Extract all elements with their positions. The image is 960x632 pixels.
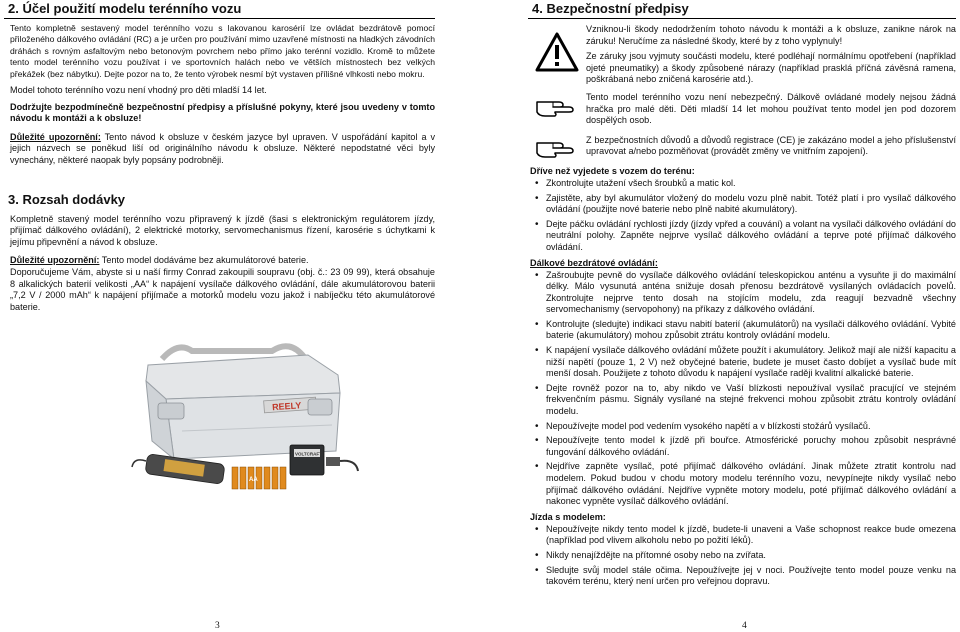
list-item: • Nepoužívejte tento model k jízdě při bouřce. Atmosférické poruchy mohou způsobit nesprávné fungování dálkového ovládání. (546, 435, 956, 458)
warranty-exclusion: Ze záruky jsou vyjmuty součásti modelu, které podléhají normálnímu opotřebení (například ojeté pneumatiky) a škody způsobené nárazy (například prasklá příčná závěsná ramena, poškrábaná nebo zničená karosérie atd.). (586, 51, 956, 85)
pointing-hand-icon (535, 135, 579, 161)
ce-block (528, 135, 956, 162)
safety-reminder: Dodržujte bezpodmínečně bezpečnostní předpisy a příslušné pokyny, které jsou uvedeny v tomto návodu k montáži a k obsluze! (10, 101, 435, 124)
before-driving-title: Dříve než vyjedete s vozem do terénu: (530, 165, 695, 176)
age-notice: Model tohoto terénního vozu není vhodný pro děti mladší 14 let. (10, 85, 267, 96)
list-item: • Zašroubujte pevně do vysílače dálkového ovládání teleskopickou anténu a vysuňte ji do maximální délky. Málo vysunutá anténa snižuje dosah přenosu bezdrátově vysílaných ovládacích povelů. Zkontrolujte nejprve tento dosah na stojícím modelu, zda reagují bezvadně všechny servomechanismy (servopohony) na příkazy z dálkového ovládání. (546, 270, 956, 316)
recommendation-paragraph: Doporučujeme Vám, abyste si u naší firmy Conrad zakoupili soupravu (obj. č.: 23 09 99), která obsahuje 8 alkalických baterií velikosti „AA“ k napájení vysílače dálkového ovládání, dále akumulátorovou baterii „7,2 V / 2000 mAh“ k napájení přijímače a motorků modelu vozu jakož i nabíječku této akumulátorové baterie. (10, 266, 435, 312)
remote-control-list (530, 270, 956, 508)
important-note-label: Důležité upozornění: (10, 131, 101, 142)
not-dangerous-note: Tento model terénního vozu není nebezpečný. Dálkově ovládané modely nejsou žádná hračka pro malé děti. Děti mladší 14 let mohou používat tento model jen pod dozorem dospělých osob. (586, 91, 956, 126)
list-item: • Nikdy nenajíždějte na přítomné osoby nebo na zvířata. (546, 550, 956, 562)
list-item: • Sledujte svůj model stále očima. Nepoužívejte jej v noci. Používejte tento model pouze venku na takovém terénu, který není určen pro veřejnou dopravu. (546, 565, 956, 588)
before-driving-list (530, 178, 956, 254)
aa-batteries-image (232, 467, 286, 489)
warning-triangle-icon (535, 32, 579, 72)
list-item: • Zkontrolujte utažení všech šroubků a matic kol. (546, 178, 956, 190)
page-number-right: 4 (742, 621, 747, 631)
list-item: • Dejte rovněž pozor na to, aby nikdo ve Vaší blízkosti nepoužíval vysílač pracující ve stejném frekvenčním pásmu. Signály vysílané na stejné frekvenci mohou způsobit ztrátu kontroly ovládání modelu. (546, 383, 956, 418)
purpose-paragraph: Tento kompletně sestavený model terénního vozu s lakovanou karosérií lze ovládat bezdrátově pomocí přiloženého dálkového ovládání (RC) a je určen pro používání mimo uzavřené místnosti na hladkých závodních dráhách s rovným asfaltovým nebo betonovým povrchem nebo přímo jako terénní vozidlo. Kromě to můžete tento model terénního vozu používat i ve sportovních halách nebo ve větších místnostech bez velkých překážek (bez nábytku). Dejte pozor na to, že tento výrobek nesmí být vystaven přílišné vlhkosti nebo mokru. (10, 23, 435, 79)
list-item: • K napájení vysílače dálkového ovládání můžete použít i akumulátory. Jelikož mají ale nižší kapacitu a nižší napětí (pouze 1, 2 V) než obyčejné baterie, budete je muset často dobíjet a vysílač bude mít menší dosah. Použijete z tohoto důvodu k napájení vysílače raději kvalitní alkalické baterie. (546, 345, 956, 380)
section-4-heading: 4. Bezpečnostní předpisy (528, 0, 956, 19)
right-page (528, 0, 956, 631)
battery-pack-image (132, 454, 225, 485)
delivery-scope-paragraph: Kompletně stavený model terénního vozu připravený k jízdě (šasi s elektronickým regulátorem jízdy, přijímač dálkového ovládání), 2 elektrické motorky, servomechanismus řízení, karosérie s úchytkami k jejímu připevnění a návod k obsluze. (10, 213, 435, 247)
list-item: • Dejte páčku ovládání rychlosti jízdy (jízdy vpřed a couvání) a volant na vysílači dálkového ovládání do neutrální polohy. Zapněte nejprve vysílač dálkového ovládání a teprve poté přijímač dálkového ovládání. (546, 219, 956, 254)
product-illustration (122, 335, 362, 493)
list-item: • Kontrolujte (sledujte) indikaci stavu nabití baterií (akumulátorů) na vysílači dálkového ovládání. Vybité baterie (akumulátory) mohou způsobit ztrátu kontroly ovládání modelu. (546, 319, 956, 342)
warranty-warning: Vzniknou-li škody nedodržením tohoto návodu k montáži a k obsluze, zanikne nárok na záruku! Neručíme za následné škody, které by z toho vyplynuly! (586, 24, 956, 46)
list-item: • Nepoužívejte model pod vedením vysokého napětí a v blízkosti stožárů vysílačů. (546, 421, 956, 433)
remote-control-title: Dálkové bezdrátové ovládání: (530, 257, 658, 268)
driving-title: Jízda s modelem: (530, 511, 606, 522)
charger-brand-label: VOLTCRAFT (295, 451, 322, 457)
list-item: • Zajistěte, aby byl akumulátor vložený do modelu vozu plně nabit. Totéž platí i pro vysílač dálkového ovládání (použijte nové baterie nebo plně nabité akumulátory). (546, 193, 956, 216)
charger-image (290, 445, 358, 475)
important-note-translation (4, 132, 435, 167)
box-brand-label: REELY (271, 400, 302, 413)
driving-list (530, 524, 956, 588)
battery-note-label: Důležité upozornění: (10, 255, 100, 266)
page-number-left: 3 (215, 621, 220, 631)
pointing-hand-icon (535, 94, 579, 120)
warning-block (528, 24, 956, 90)
important-note-text: Tento návod k obsluze v českém jazyce byl upraven. V uspořádání kapitol a v jejich názvech se poněkud liší od originálního návodu k obsluze. Některé nepodstatné věci byly vynechány, některé naopak byly popsány podrobněji. (10, 131, 435, 165)
carrying-box-image (146, 346, 340, 459)
ce-modification-note: Z bezpečnostních důvodů a důvodů registrace (CE) je zakázáno model a jeho příslušenství upravovat a/nebo pozměňovat (provádět změny ve vnitřním zapojení). (586, 134, 956, 157)
section-3-heading: 3. Rozsah dodávky (8, 191, 126, 207)
section-2-heading: 2. Účel použití modelu terénního vozu (4, 0, 435, 19)
left-page (4, 0, 435, 631)
list-item: • Nepoužívejte nikdy tento model k jízdě, budete-li unaveni a Vaše schopnost reakce bude omezena (například pod vlivem alkoholu nebo po požití léků). (546, 524, 956, 547)
battery-note-text: Tento model dodáváme bez akumulátorové baterie. (99, 255, 309, 266)
hint-block (528, 92, 956, 131)
aa-battery-label: AA (249, 477, 258, 483)
list-item: • Nejdříve zapněte vysílač, poté přijímač dálkového ovládání. Jinak můžete ztratit kontrolu nad modelem. Pokud budou v chodu motory modelu terénního vozu, nevypínejte nikdy vysílač nebo přijímač dálkového ovládání. Nejdříve vypněte motory modelu, poté přijímač dálkového ovládání a nakonec vypněte vysílač dálkového ovládání. (546, 461, 956, 507)
battery-note (4, 255, 435, 267)
